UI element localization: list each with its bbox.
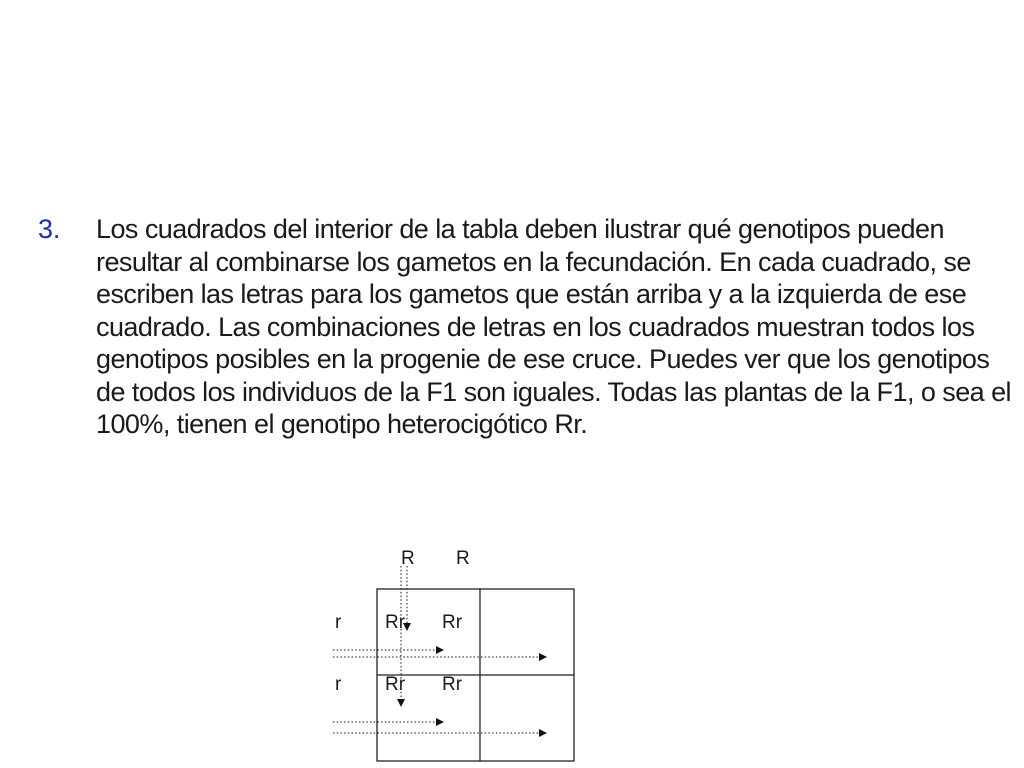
top-gamete-2: R <box>456 548 470 569</box>
top-gamete-1: R <box>401 548 415 569</box>
cell-r1-c1: Rr <box>385 612 406 633</box>
cell-r2-c2: Rr <box>442 674 463 695</box>
cell-r1-c2: Rr <box>442 612 463 633</box>
left-gamete-1: r <box>335 612 342 633</box>
paragraph-text: Los cuadrados del interior de la tabla deben ilustrar qué genotipos pueden resultar al combinarse los gametos en la fecundación. En cada cuadrado, se escriben las letras para los gametos que están arriba y a la izquierda de ese cuadrado. Las combinaciones de letras en los cuadrados muestran todos los genotipos posibles en la progenie de ese cruce. Puedes ver que los genotipos de todos los individuos de la F1 son iguales. Todas las plantas de la F1, o sea el 100%, tienen el genotipo heterocigótico Rr. <box>96 214 1012 439</box>
cell-r2-c1: Rr <box>385 674 406 695</box>
item-number: 3. <box>38 214 61 244</box>
left-gamete-2: r <box>335 674 342 695</box>
